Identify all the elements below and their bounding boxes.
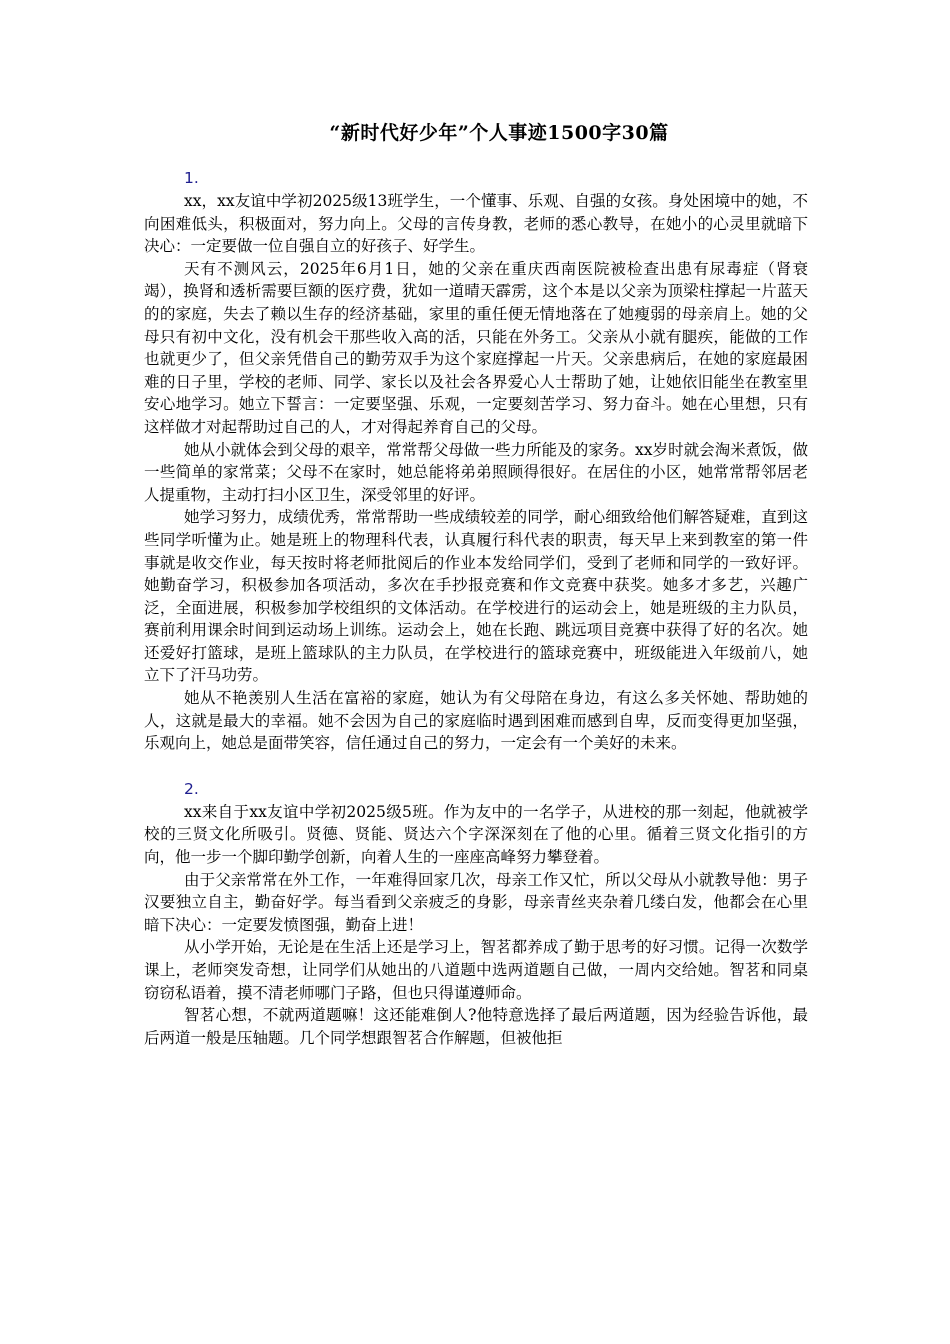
- paragraph: 她从小就体会到父母的艰辛，常常帮父母做一些力所能及的家务。xx岁时就会淘米煮饭，做一些简单的家常菜；父母不在家时，她总能将弟弟照顾得很好。在居住的小区，她常常帮邻居老人提重物，主动打扫小区卫生，深受邻里的好评。: [144, 440, 808, 504]
- document-body: [144, 166, 808, 1049]
- section-number: 2.: [184, 779, 199, 798]
- paragraph: 由于父亲常常在外工作，一年难得回家几次，母亲工作又忙，所以父母从小就教导他：男子汉要独立自主，勤奋好学。每当看到父亲疲乏的身影，母亲青丝夹杂着几缕白发，他都会在心里暗下决心：一定要发愤图强，勤奋上进！: [144, 870, 808, 934]
- paragraph: 从小学开始，无论是在生活上还是学习上，智茗都养成了勤于思考的好习惯。记得一次数学课上，老师突发奇想，让同学们从她出的八道题中选两道题自己做，一周内交给她。智茗和同桌窃窃私语着，摸不清老师哪门子路，但也只得谨遵师命。: [144, 938, 808, 1002]
- section-gap: [144, 755, 808, 777]
- document-title: “新时代好少年”个人事迹1500字30篇: [329, 122, 669, 144]
- paragraph: 她学习努力，成绩优秀，常常帮助一些成绩较差的同学，耐心细致给他们解答疑难，直到这些同学听懂为止。她是班上的物理科代表，认真履行科代表的职责，每天早上来到教室的第一件事就是收交作业，每天按时将老师批阅后的作业本发给同学们，受到了老师和同学的一致好评。她勤奋学习，积极参加各项活动，多次在手抄报竞赛和作文竞赛中获奖。她多才多艺，兴趣广泛，全面进展，积极参加学校组织的文体活动。在学校进行的运动会上，她是班级的主力队员，赛前利用课余时间到运动场上训练。运动会上，她在长跑、跳远项目竞赛中获得了好的名次。她还爱好打篮球，是班上篮球队的主力队员，在学校进行的篮球竞赛中，班级能进入年级前八，她立下了汗马功劳。: [144, 508, 808, 685]
- paragraph: 她从不艳羡别人生活在富裕的家庭，她认为有父母陪在身边，有这么多关怀她、帮助她的人，这就是最大的幸福。她不会因为自己的家庭临时遇到困难而感到自卑，反而变得更加坚强，乐观向上，她总是面带笑容，信任通过自己的努力，一定会有一个美好的未来。: [144, 689, 808, 753]
- paragraph: 天有不测风云，2025年6月1日，她的父亲在重庆西南医院被检查出患有尿毒症（肾衰竭），换肾和透析需要巨额的医疗费，犹如一道晴天霹雳，这个本是以父亲为顶梁柱撑起一片蓝天的的家庭，失去了赖以生存的经济基础，家里的重任便无情地落在了她瘦弱的母亲肩上。她的父母只有初中文化，没有机会干那些收入高的活，只能在外务工。父亲从小就有腿疾，能做的工作也就更少了，但父亲凭借自己的勤劳双手为这个家庭撑起一片天。父亲患病后，在她的家庭最困难的日子里，学校的老师、同学、家长以及社会各界爱心人士帮助了她，让她依旧能坐在教室里安心地学习。她立下誓言：一定要坚强、乐观，一定要刻苦学习、努力奋斗。她在心里想，只有这样做才对起帮助过自己的人，才对得起养育自己的父母。: [144, 259, 808, 436]
- paragraph: xx来自于xx友谊中学初2025级5班。作为友中的一名学子，从进校的那一刻起，他就被学校的三贤文化所吸引。贤德、贤能、贤达六个字深深刻在了他的心里。循着三贤文化指引的方向，他一步一个脚印勤学创新，向着人生的一座座高峰努力攀登着。: [144, 802, 808, 867]
- section-number: 1.: [184, 169, 199, 187]
- paragraph: xx，xx友谊中学初2025级13班学生，一个懂事、乐观、自强的女孩。身处困境中的她，不向困难低头，积极面对，努力向上。父母的言传身教，老师的悉心教导，在她小的心灵里就暗下决心：一定要做一位自强自立的好孩子、好学生。: [144, 192, 808, 256]
- paragraph: 智茗心想，不就两道题嘛！这还能难倒人?他特意选择了最后两道题，因为经验告诉他，最后两道一般是压轴题。几个同学想跟智茗合作解题，但被他拒: [144, 1006, 808, 1047]
